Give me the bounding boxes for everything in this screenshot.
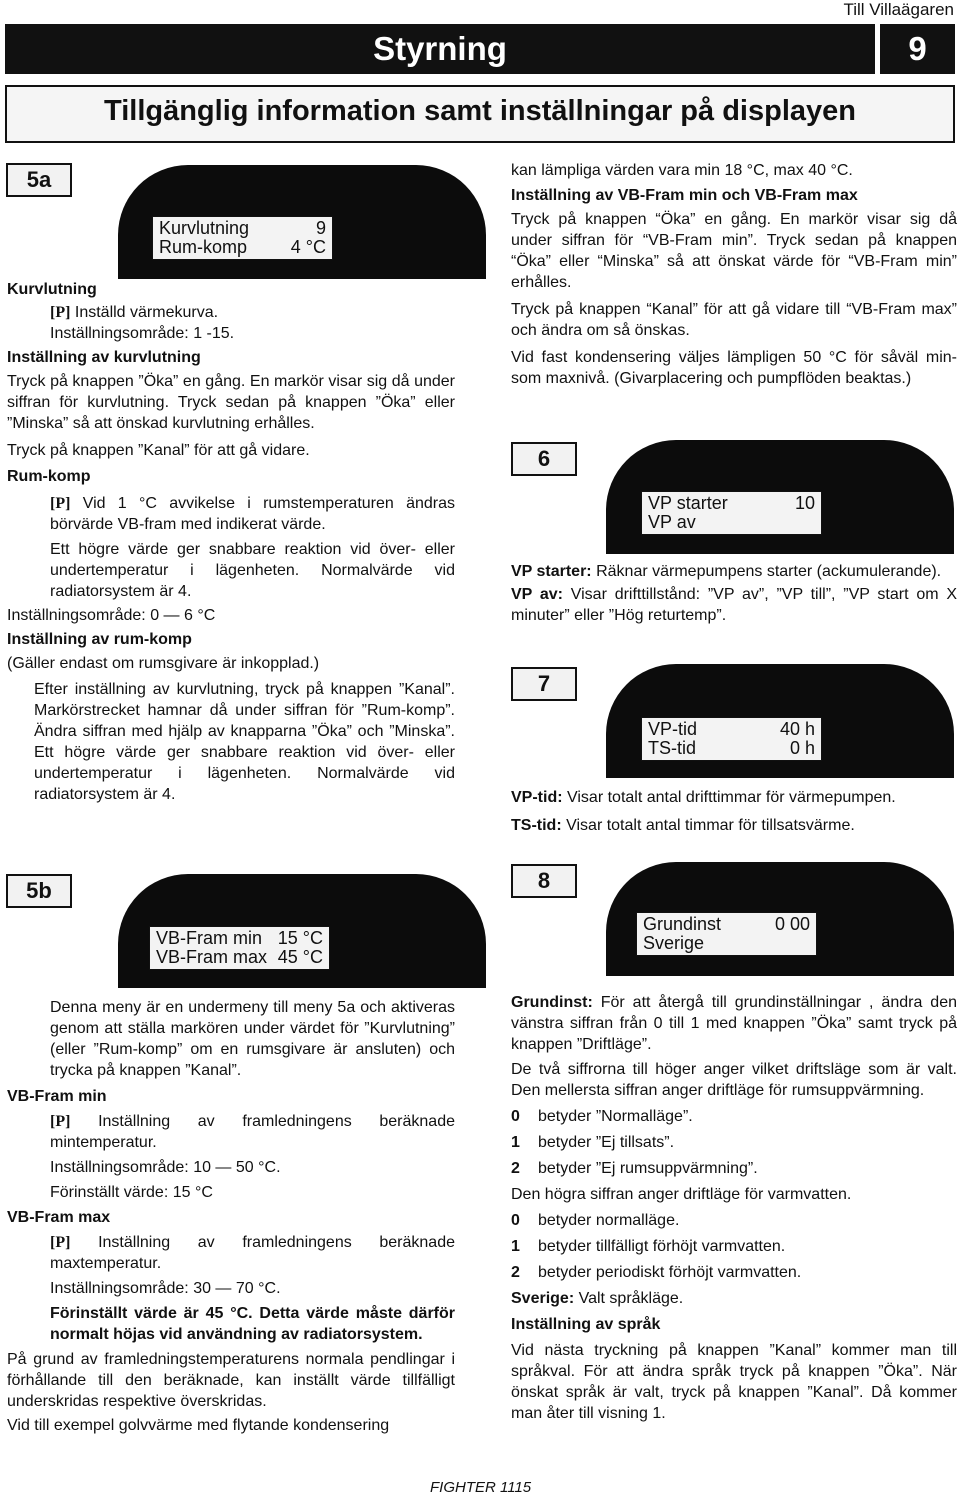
display-label: TS-tid	[648, 738, 697, 758]
text: Den högra siffran anger driftläge för varmvatten.	[511, 1186, 852, 1203]
display-value: 0 00	[774, 914, 810, 934]
text: Visar totalt antal timmar för tillsatsvärme.	[561, 817, 855, 834]
parameter-marker: [P]	[50, 1234, 71, 1251]
text: Inställningsområde: 10 — 50 °C.	[50, 1159, 281, 1176]
display-label: VP av	[648, 512, 696, 532]
text: Inställning av framledningens beräknade maxtemperatur.	[50, 1234, 455, 1272]
option-number: 0	[511, 1108, 520, 1125]
heading-installning-kurvlutning: Inställning av kurvlutning	[7, 349, 201, 366]
text: De två siffrorna till höger anger vilket driftsläge som är valt. Den mellersta siffran anger driftläge för rumsuppvärmning.	[511, 1061, 957, 1099]
heading-vb-fram-min: VB-Fram min	[7, 1088, 107, 1105]
footer-model: FIGHTER 1115	[430, 1479, 532, 1496]
text: Vid till exempel golvvärme med flytande kondensering	[7, 1417, 390, 1434]
display-label: VP starter	[648, 493, 728, 513]
display-value: 10	[794, 493, 815, 513]
text: Visar drifttillstånd: ”VP av”, ”VP till”, ”VP start om X minuter” eller ”Hög returtemp”.	[511, 586, 958, 624]
text: På grund av framledningstemperaturens normala pendlingar i förhållande till den beräknade, kan inställt värde tillfälligt underskridas respektive överskridas.	[7, 1351, 455, 1410]
heading-installning-rum-komp: Inställning av rum-komp	[7, 631, 192, 648]
term: Sverige:	[511, 1290, 575, 1307]
option-number: 2	[511, 1264, 520, 1281]
text: kan lämpliga värden vara min 18 °C, max 40 °C.	[511, 162, 853, 179]
text: Inställningsområde: 30 — 70 °C.	[50, 1280, 281, 1297]
display-value: 45 °C	[277, 947, 323, 967]
display-label: Rum-komp	[159, 237, 248, 257]
term: Grundinst:	[511, 994, 593, 1011]
menu-tag-7: 7	[511, 667, 577, 701]
text: Visar totalt antal drifttimmar för värmepumpen.	[562, 789, 896, 806]
text: Inställd värmekurva.	[70, 304, 219, 321]
option-number: 1	[511, 1238, 520, 1255]
option-number: 2	[511, 1160, 520, 1177]
section-5a-text	[7, 279, 455, 805]
menu-tag-5b: 5b	[6, 874, 72, 908]
parameter-marker: [P]	[50, 304, 71, 321]
text: Valt språkläge.	[574, 1290, 684, 1307]
option-number: 1	[511, 1134, 520, 1151]
top-note: Till Villaägaren	[843, 0, 954, 19]
display-value: 40 h	[779, 719, 815, 739]
text: betyder tillfälligt förhöjt varmvatten.	[538, 1238, 786, 1255]
text: Inställning av framledningens beräknade mintemperatur.	[50, 1113, 455, 1151]
text: Inställningsområde: 0 — 6 °C	[7, 607, 216, 624]
parameter-marker: [P]	[50, 1113, 71, 1130]
display-label: Grundinst	[643, 914, 722, 934]
section-6-text	[511, 561, 957, 626]
text: Ett högre värde ger snabbare reaktion vid över- eller undertemperatur i lägenheten. Normalvärde vid radiatorsystem är 4.	[50, 541, 455, 600]
heading-rum-komp: Rum-komp	[7, 468, 91, 485]
display-label: Kurvlutning	[159, 218, 250, 238]
text: Vid nästa tryckning på knappen ”Kanal” kommer man till språkval. För att ändra språk tryck på knappen ”Öka”. När önskat språk är valt, tryck på knappen ”Kanal”. Då kommer man åter till visning 1.	[511, 1342, 957, 1422]
display-screen-7	[641, 717, 822, 761]
menu-tag-8: 8	[511, 864, 577, 898]
display-label: VP-tid	[648, 719, 698, 739]
text: betyder periodiskt förhöjt varmvatten.	[538, 1264, 802, 1281]
text: betyder normalläge.	[538, 1212, 680, 1229]
section-8-text	[511, 992, 957, 1424]
text: Vid 1 °C avvikelse i rumstemperaturen ändras börvärde VB-fram med indikerat värde.	[50, 495, 455, 533]
text: Vid fast kondensering väljes lämpligen 50 °C för såväl min- som maxnivå. (Givarplacering och pumpflöden beaktas.)	[511, 349, 957, 387]
term: TS-tid:	[511, 817, 562, 834]
text: Efter inställning av kurvlutning, tryck på knappen ”Kanal”. Markörstrecket hamnar då under siffran för ”Rum-komp”. Ändra siffran med hjälp av knapparna ”Öka” och ”Minska”. Ett högre värde ger snabbare reaktion vid över- eller undertemperatur i lägenheten. Normalvärde vid radiatorsystem är 4.	[34, 681, 455, 803]
text: betyder ”Normalläge”.	[538, 1108, 693, 1125]
text: Förinställt värde är 45 °C. Detta värde måste därför normalt höjas vid användning av radiatorsystem.	[50, 1305, 455, 1343]
heading-vb-fram: Inställning av VB-Fram min och VB-Fram max	[511, 187, 858, 204]
text: Denna meny är en undermeny till meny 5a och aktiveras genom att ställa markören under värdet för ”Kurvlutning” (eller ”Rum-komp” om en rumsgivare är ansluten) och trycka på knappen ”Kanal”.	[50, 999, 455, 1079]
section-7-text	[511, 787, 957, 836]
heading-vb-fram-max: VB-Fram max	[7, 1209, 111, 1226]
display-screen-5b	[149, 926, 330, 970]
display-value: 0 h	[789, 738, 815, 758]
menu-tag-5a: 5a	[6, 163, 72, 197]
display-label: VB-Fram max	[156, 947, 268, 967]
page-number: 9	[880, 24, 955, 74]
page-subtitle: Tillgänglig information samt inställningar på displayen	[104, 95, 856, 127]
text: Förinställt värde: 15 °C	[50, 1184, 213, 1201]
option-number: 0	[511, 1212, 520, 1229]
display-value: 9	[315, 218, 326, 238]
text: Tryck på knappen ”Öka” en gång. En markör visar sig då under siffran för kurvlutning. Tryck sedan på knappen ”Öka” eller ”Minska” så att önskad kurvlutning erhålles.	[7, 373, 455, 432]
right-column-top	[511, 160, 957, 389]
display-screen-6	[641, 491, 822, 535]
display-label: Sverige	[643, 933, 705, 953]
text: Tryck på knappen “Kanal” för att gå vidare till “VB-Fram max” och ändra om så önskas.	[511, 301, 957, 339]
display-label: VB-Fram min	[156, 928, 263, 948]
text: (Gäller endast om rumsgivare är inkopplad.)	[7, 655, 320, 672]
display-value: 15 °C	[277, 928, 323, 948]
text: betyder ”Ej tillsats”.	[538, 1134, 675, 1151]
text: Räknar värmepumpens starter (ackumulerande).	[591, 563, 942, 580]
display-screen-8	[636, 912, 817, 956]
heading-installning-sprak: Inställning av språk	[511, 1316, 661, 1333]
term: VP av:	[511, 586, 563, 603]
text: Tryck på knappen “Öka” en gång. En markör visar sig då under siffran för “VB-Fram min”. Tryck sedan på knappen “Öka” eller “Minska” så att önskat värde för “VB-Fram min” erhålles.	[511, 211, 957, 291]
term: VP starter:	[511, 563, 592, 580]
term: VP-tid:	[511, 789, 563, 806]
text: För att återgå till grundinställningar , ändra den vänstra siffran från 0 till 1 med knappen ”Öka” samt tryck på knappen ”Driftläge”.	[511, 994, 957, 1053]
display-value: 4 °C	[290, 237, 326, 257]
parameter-marker: [P]	[50, 495, 71, 512]
text: Tryck på knappen ”Kanal” för att gå vidare.	[7, 442, 310, 459]
text: Inställningsområde: 1 -15.	[50, 325, 235, 342]
page-title: Styrning	[373, 30, 507, 67]
text: betyder ”Ej rumsuppvärmning”.	[538, 1160, 758, 1177]
section-5b-text	[7, 997, 455, 1436]
heading-kurvlutning: Kurvlutning	[7, 281, 97, 298]
display-screen-5a	[152, 216, 333, 260]
menu-tag-6: 6	[511, 442, 577, 476]
